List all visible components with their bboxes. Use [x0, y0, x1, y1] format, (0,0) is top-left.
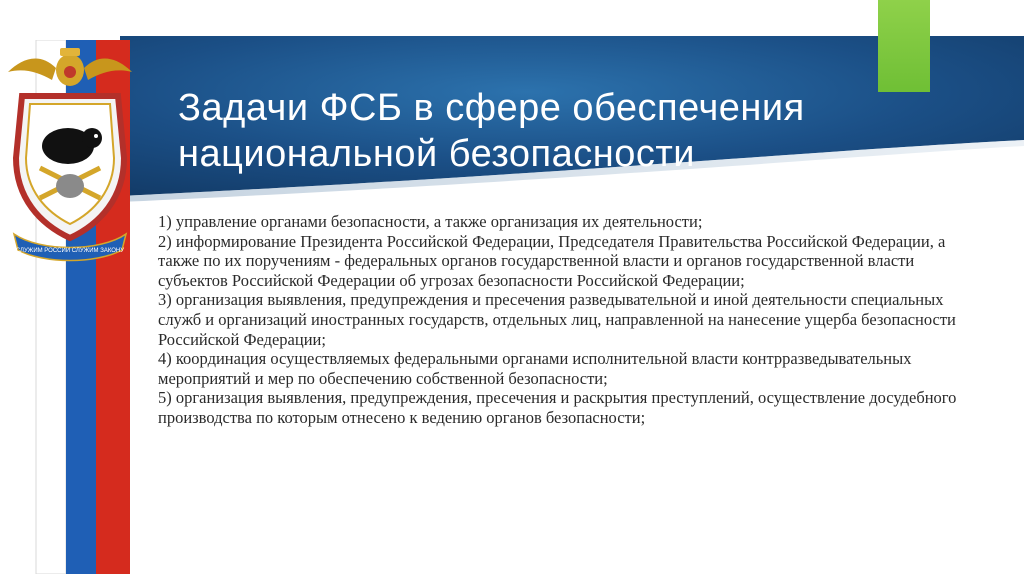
slide-title-line-2: национальной безопасности [178, 133, 695, 176]
tasks-list [158, 212, 978, 428]
slide-title [178, 85, 878, 177]
slide-title-line-1: Задачи ФСБ в сфере обеспечения [178, 87, 805, 130]
task-item-2: 2) информирование Президента Российской Федерации, Председателя Правительства Российской Федерации, а также по их поручениям - федеральных органов государственной власти и органов государственной власти субъектов Российской Федерации об угрозах безопасности Российской Федерации; [158, 231, 946, 290]
double-headed-eagle-icon [8, 48, 132, 86]
fsb-bear-emblem-icon [0, 38, 140, 268]
emblem-ribbon-text: СЛУЖИМ РОССИИ СЛУЖИМ ЗАКОНУ [15, 248, 125, 254]
green-accent-bar [878, 0, 930, 92]
task-item-1: 1) управление органами безопасности, а также организация их деятельности; [158, 212, 703, 231]
task-item-4: 4) координация осуществляемых федеральными органами исполнительной власти контрразведывательных мероприятий и мер по обеспечению собственной безопасности; [158, 349, 912, 388]
task-item-5: 5) организация выявления, предупреждения, пресечения и раскрытия преступлений, осуществление досудебного производства по которым отнесено к ведению органов безопасности; [158, 388, 957, 427]
task-item-3: 3) организация выявления, предупреждения и пресечения разведывательной и иной деятельности специальных служб и организаций иностранных государств, отдельных лиц, направленной на нанесение ущерба безопасности Российской Федерации; [158, 290, 956, 349]
